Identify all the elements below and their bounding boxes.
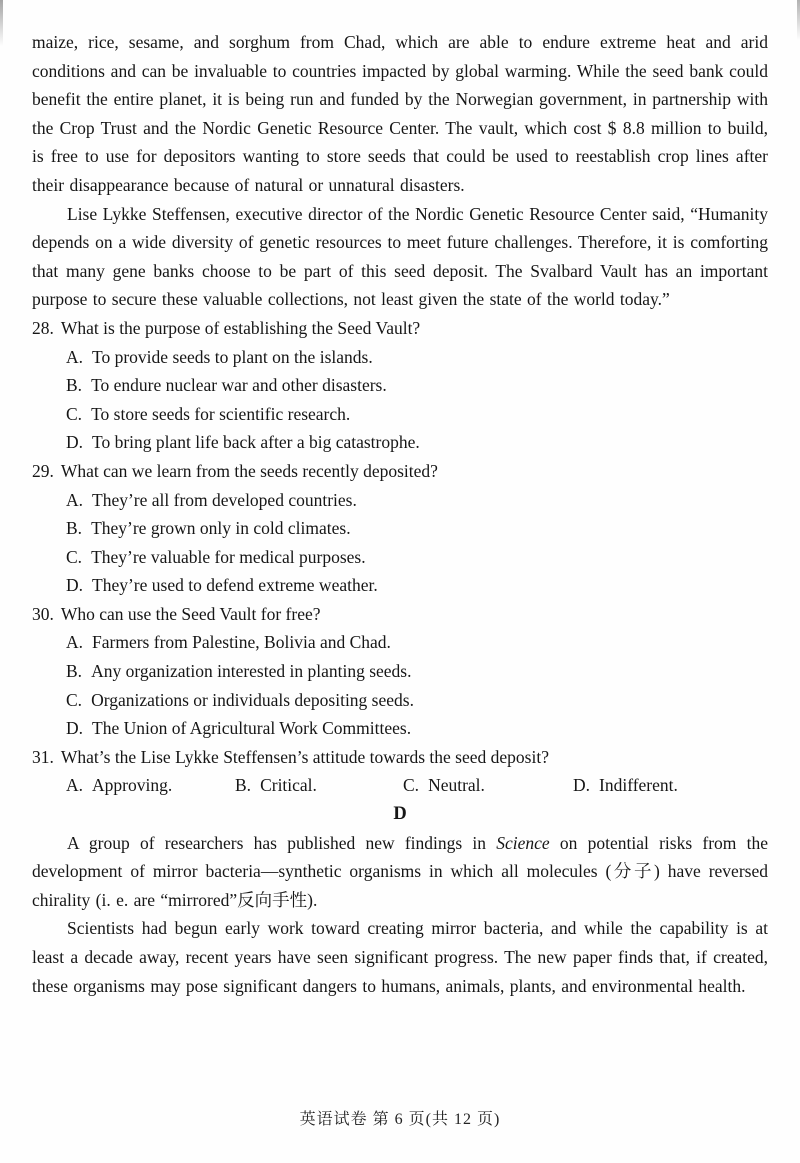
option-label: B. xyxy=(235,775,252,796)
option-text: To provide seeds to plant on the islands. xyxy=(92,346,373,367)
option-label: C. xyxy=(403,775,420,796)
option-29-a xyxy=(32,486,768,515)
option-text: Any organization interested in planting seeds. xyxy=(91,661,412,682)
option-label: D. xyxy=(66,718,84,739)
option-text: Approving. xyxy=(92,775,173,796)
option-29-b xyxy=(32,514,768,543)
option-text: They’re valuable for medical purposes. xyxy=(91,546,366,567)
paragraph-text: A group of researchers has published new findings in xyxy=(67,832,497,853)
option-text: To store seeds for scientific research. xyxy=(91,403,351,424)
paragraph-text: on potential risks from the development of mirror bacteria—synthetic organisms in which all molecules (分子) have reversed chirality (i. e. are “mirrored”反向手性). xyxy=(32,832,768,910)
option-text: Neutral. xyxy=(428,775,485,796)
option-text: They’re used to defend extreme weather. xyxy=(92,575,378,596)
option-label: A. xyxy=(66,775,84,796)
option-31-c xyxy=(403,771,573,800)
question-text: What can we learn from the seeds recently deposited? xyxy=(60,460,438,481)
option-28-d xyxy=(32,428,768,457)
option-30-b xyxy=(32,657,768,686)
section-d-paragraph-1 xyxy=(32,829,768,915)
option-text: Indifferent. xyxy=(599,775,678,796)
question-28 xyxy=(32,314,768,457)
question-number: 29. xyxy=(32,460,54,481)
option-label: B. xyxy=(66,518,83,539)
question-number: 28. xyxy=(32,317,54,338)
option-30-a xyxy=(32,628,768,657)
section-d-paragraph-2: Scientists had begun early work toward creating mirror bacteria, and while the capability is at least a decade away, recent years have seen significant progress. The new paper finds that, if created, these organisms may pose significant dangers to humans, animals, plants, and environmental health. xyxy=(32,918,768,996)
option-28-b xyxy=(32,371,768,400)
option-31-b xyxy=(235,771,403,800)
option-29-d xyxy=(32,571,768,600)
option-label: C. xyxy=(66,546,83,567)
option-28-a xyxy=(32,343,768,372)
question-text: Who can use the Seed Vault for free? xyxy=(60,603,321,624)
option-label: C. xyxy=(66,403,83,424)
scan-artifact-left xyxy=(0,0,3,46)
question-30 xyxy=(32,600,768,743)
option-label: D. xyxy=(66,432,84,453)
question-number: 30. xyxy=(32,603,54,624)
option-text: They’re grown only in cold climates. xyxy=(91,518,351,539)
option-text: To endure nuclear war and other disasters. xyxy=(91,375,387,396)
option-text: Farmers from Palestine, Bolivia and Chad. xyxy=(92,632,391,653)
option-label: A. xyxy=(66,346,84,367)
option-label: A. xyxy=(66,489,84,510)
question-29 xyxy=(32,457,768,600)
option-31-a xyxy=(66,771,235,800)
option-29-c xyxy=(32,543,768,572)
option-30-c xyxy=(32,686,768,715)
page-footer: 英语试卷 第 6 页(共 12 页) xyxy=(299,1111,501,1129)
option-31-d xyxy=(573,771,678,800)
passage-paragraph-1: maize, rice, sesame, and sorghum from Chad, which are able to endure extreme heat and arid conditions and can be invaluable to countries impacted by global warming. While the seed bank could benefit the entire planet, it is being run and funded by the Norwegian government, in partnership with the Crop Trust and the Nordic Genetic Resource Center. The vault, which cost $ 8.8 million to build, is free to use for depositors wanting to store seeds that could be used to reestablish crop lines after their disappearance because of natural or unnatural disasters. xyxy=(32,32,768,195)
option-28-c xyxy=(32,400,768,429)
option-label: B. xyxy=(66,375,83,396)
journal-name-italic: Science xyxy=(496,832,550,853)
question-text: What is the purpose of establishing the Seed Vault? xyxy=(60,317,421,338)
option-text: Critical. xyxy=(260,775,317,796)
section-d-header: D xyxy=(393,804,407,825)
option-30-d xyxy=(32,714,768,743)
option-text: Organizations or individuals depositing seeds. xyxy=(91,689,414,710)
question-31 xyxy=(32,743,768,800)
option-label: D. xyxy=(66,575,84,596)
option-text: They’re all from developed countries. xyxy=(92,489,357,510)
question-number: 31. xyxy=(32,746,54,767)
option-label: C. xyxy=(66,689,83,710)
option-text: The Union of Agricultural Work Committees. xyxy=(92,718,412,739)
option-label: D. xyxy=(573,775,591,796)
passage-paragraph-2: Lise Lykke Steffensen, executive director of the Nordic Genetic Resource Center said, “Humanity depends on a wide diversity of genetic resources to meet future challenges. Therefore, it is comforting that many gene banks choose to be part of this seed deposit. The Svalbard Vault has an important purpose to secure these valuable collections, not least given the state of the world today.” xyxy=(32,203,768,310)
question-31-options-row xyxy=(32,771,768,800)
option-label: B. xyxy=(66,661,83,682)
option-text: To bring plant life back after a big catastrophe. xyxy=(92,432,420,453)
option-label: A. xyxy=(66,632,84,653)
question-text: What’s the Lise Lykke Steffensen’s attitude towards the seed deposit? xyxy=(60,746,549,767)
